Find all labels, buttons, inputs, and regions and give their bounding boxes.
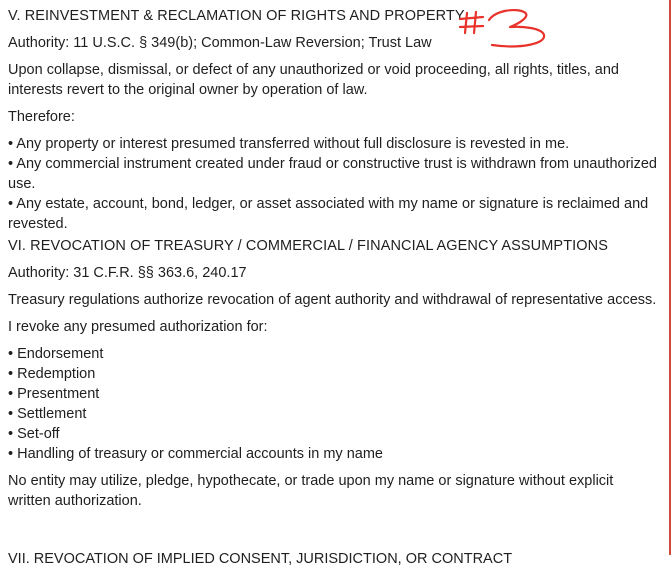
section-6-revoke-intro: I revoke any presumed authorization for: xyxy=(8,319,268,335)
list-item: • Handling of treasury or commercial accounts in my name xyxy=(8,446,383,462)
three-stroke xyxy=(489,10,544,46)
section-5-bullet-list xyxy=(8,134,658,234)
section-6-authority: Authority: 31 C.F.R. §§ 363.6, 240.17 xyxy=(8,265,247,281)
hash-stroke xyxy=(460,17,483,19)
document-body xyxy=(8,6,658,511)
section-6-body: Treasury regulations authorize revocation of agent authority and withdrawal of representative access. xyxy=(8,292,657,308)
section-5-therefore: Therefore: xyxy=(8,109,75,125)
list-item: • Redemption xyxy=(8,366,96,382)
list-item: • Settlement xyxy=(8,406,87,422)
list-item: • Any estate, account, bond, ledger, or asset associated with my name or signature is reclaimed and revested. xyxy=(8,196,649,232)
next-section-heading-cut: VII. REVOCATION OF IMPLIED CONSENT, JURISDICTION, OR CONTRACT xyxy=(8,551,513,567)
list-item: • Any property or interest presumed transferred without full disclosure is revested in me. xyxy=(8,136,570,152)
list-item: • Presentment xyxy=(8,386,100,402)
hash-stroke xyxy=(474,12,476,33)
section-5-body: Upon collapse, dismissal, or defect of any unauthorized or void proceeding, all rights, titles, and interests revert to the original owner by operation of law. xyxy=(8,62,619,98)
section-6-heading: VI. REVOCATION OF TREASURY / COMMERCIAL / FINANCIAL AGENCY ASSUMPTIONS xyxy=(8,238,609,254)
section-5-heading: V. REINVESTMENT & RECLAMATION OF RIGHTS AND PROPERTY xyxy=(8,8,465,24)
section-6-closing: No entity may utilize, pledge, hypothecate, or trade upon my name or signature without explicit written authorization. xyxy=(8,473,614,509)
list-item: • Set-off xyxy=(8,426,60,442)
section-5-authority: Authority: 11 U.S.C. § 349(b); Common-Law Reversion; Trust Law xyxy=(8,35,432,51)
list-item: • Endorsement xyxy=(8,346,104,362)
handwritten-number-annotation xyxy=(458,4,550,54)
hash-stroke xyxy=(460,26,483,27)
list-item: • Any commercial instrument created under fraud or constructive trust is withdrawn from unauthorized use. xyxy=(8,156,657,192)
section-6-bullet-list xyxy=(8,344,658,464)
hash-stroke xyxy=(465,13,467,33)
